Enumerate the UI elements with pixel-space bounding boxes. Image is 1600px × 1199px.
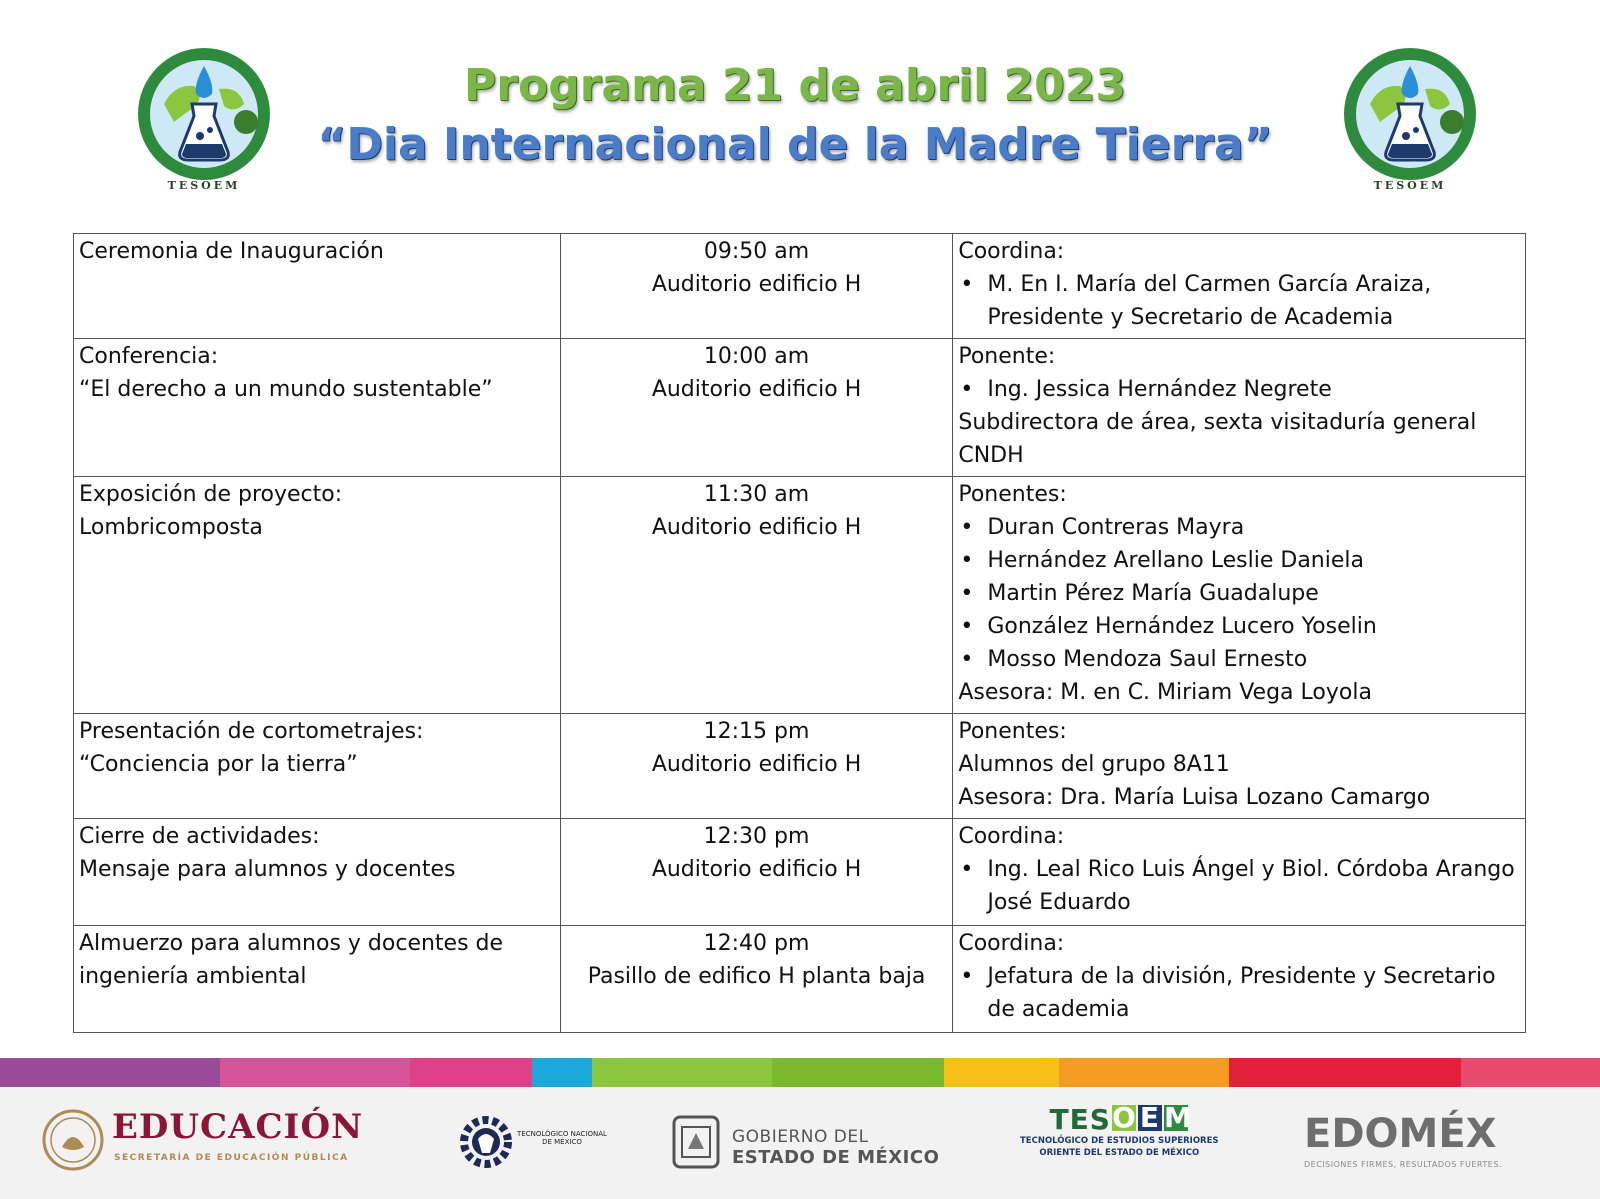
activity-cell [74, 477, 561, 714]
activity-cell [74, 819, 561, 926]
activity-line: Conferencia: [79, 344, 219, 369]
color-segment [1229, 1058, 1461, 1087]
place-value: Auditorio edificio H [651, 272, 862, 297]
activity-cell [74, 926, 561, 1033]
color-segment [1059, 1058, 1229, 1087]
person-bullet: • Ing. Leal Rico Luis Ángel y Biol. Córdoba Arango José Eduardo [958, 853, 1520, 919]
person-bullet: • Hernández Arellano Leslie Daniela [958, 544, 1520, 577]
table-row [74, 926, 1526, 1033]
tes-m-box: M [1163, 1101, 1193, 1134]
activity-line: Exposición de proyecto: [79, 482, 343, 507]
time-value: 10:00 am [703, 344, 810, 369]
footer-color-bar [0, 1058, 1600, 1087]
time-cell [560, 819, 953, 926]
place-value: Auditorio edificio H [651, 377, 862, 402]
tesoem-letters [1020, 1101, 1219, 1136]
activity-line: Mensaje para alumnos y docentes [79, 857, 456, 882]
page-title: Programa 21 de abril 2023 [464, 60, 1126, 111]
place-value: Auditorio edificio H [651, 752, 862, 777]
tecnm-gear-icon [460, 1109, 512, 1175]
time-cell [560, 714, 953, 819]
person-bullet: • Martin Pérez María Guadalupe [958, 577, 1520, 610]
person-bullet: • González Hernández Lucero Yoselin [958, 610, 1520, 643]
activity-line: Ceremonia de Inauguración [79, 239, 384, 264]
color-segment [410, 1058, 532, 1087]
tesoem-footer-logo [1020, 1101, 1219, 1159]
time-value: 12:30 pm [703, 824, 810, 849]
footer [0, 1087, 1600, 1199]
color-segment [1461, 1058, 1600, 1087]
color-segment [0, 1058, 220, 1087]
people-cell [953, 714, 1526, 819]
title-block [300, 58, 1290, 176]
edomex-logo-text: EDOMÉX [1304, 1111, 1497, 1157]
educacion-subtitle: SECRETARÍA DE EDUCACIÓN PÚBLICA [114, 1153, 349, 1163]
table-row [74, 234, 1526, 339]
place-value: Auditorio edificio H [651, 857, 862, 882]
program-table [73, 233, 1526, 1033]
table-row [74, 477, 1526, 714]
time-value: 09:50 am [703, 239, 810, 264]
time-cell [560, 234, 953, 339]
earth-flask-icon [1340, 44, 1480, 184]
activity-cell [74, 234, 561, 339]
activity-line: ingeniería ambiental [79, 964, 307, 989]
role-label: Ponentes: [958, 482, 1067, 507]
tesoem-logo-caption: TESOEM [1373, 179, 1447, 192]
extra-line: CNDH [958, 443, 1024, 468]
extra-line: Asesora: M. en C. Miriam Vega Loyola [958, 680, 1372, 705]
time-cell [560, 339, 953, 477]
extra-line: Asesora: Dra. María Luisa Lozano Camargo [958, 785, 1431, 810]
people-cell [953, 926, 1526, 1033]
activity-line: Lombricomposta [79, 515, 263, 540]
color-segment [772, 1058, 944, 1087]
person-bullet: • M. En I. María del Carmen García Araiza, Presidente y Secretario de Academia [958, 268, 1520, 334]
person-bullet: • Duran Contreras Mayra [958, 511, 1520, 544]
time-cell [560, 926, 953, 1033]
gobierno-line2: ESTADO DE MÉXICO [732, 1147, 940, 1168]
people-cell [953, 477, 1526, 714]
activity-line: “El derecho a un mundo sustentable” [79, 377, 493, 402]
table-row [74, 819, 1526, 926]
time-value: 12:15 pm [703, 719, 810, 744]
edomex-slogan: DECISIONES FIRMES, RESULTADOS FUERTES. [1304, 1160, 1502, 1169]
activity-line: Cierre de actividades: [79, 824, 320, 849]
tes-e-box: E [1139, 1101, 1161, 1134]
extra-line: Alumnos del grupo 8A11 [958, 752, 1230, 777]
tesoem-logo-right [1340, 44, 1480, 196]
activity-line: Almuerzo para alumnos y docentes de [79, 931, 504, 956]
role-label: Ponente: [958, 344, 1056, 369]
person-bullet: • Jefatura de la división, Presidente y Secretario de academia [958, 960, 1520, 1026]
extra-line: Subdirectora de área, sexta visitaduría general [958, 410, 1477, 435]
tes-o-box: O [1111, 1101, 1137, 1134]
person-bullet: • Mosso Mendoza Saul Ernesto [958, 643, 1520, 676]
earth-flask-icon [134, 44, 274, 184]
tesoem-logo-caption: TESOEM [167, 179, 241, 192]
person-bullet: • Ing. Jessica Hernández Negrete [958, 373, 1520, 406]
color-segment [944, 1058, 1059, 1087]
mexico-seal-icon [42, 1109, 104, 1171]
tecnm-logo-text: TECNOLÓGICO NACIONAL DE MÉXICO [517, 1130, 607, 1146]
time-value: 12:40 pm [703, 931, 810, 956]
table-row [74, 714, 1526, 819]
place-value: Pasillo de edifico H planta baja [587, 964, 926, 989]
people-cell [953, 234, 1526, 339]
activity-cell [74, 714, 561, 819]
activity-line: Presentación de cortometrajes: [79, 719, 424, 744]
role-label: Coordina: [958, 239, 1065, 264]
tes-prefix: TES [1049, 1103, 1111, 1136]
color-segment [532, 1058, 592, 1087]
people-cell [953, 819, 1526, 926]
tesoem-subtitle-1: TECNOLÓGICO DE ESTUDIOS SUPERIORES [1020, 1136, 1219, 1146]
color-segment [220, 1058, 410, 1087]
gobierno-line1: GOBIERNO DEL [732, 1127, 869, 1147]
page-subtitle: “Dia Internacional de la Madre Tierra” [317, 119, 1273, 170]
role-label: Coordina: [958, 824, 1065, 849]
color-segment [592, 1058, 772, 1087]
time-value: 11:30 am [703, 482, 810, 507]
time-cell [560, 477, 953, 714]
educacion-logo-text: EDUCACIÓN [112, 1107, 364, 1147]
activity-cell [74, 339, 561, 477]
role-label: Ponentes: [958, 719, 1067, 744]
tesoem-logo-left [134, 44, 274, 196]
activity-line: “Conciencia por la tierra” [79, 752, 358, 777]
table-row [74, 339, 1526, 477]
place-value: Auditorio edificio H [651, 515, 862, 540]
role-label: Coordina: [958, 931, 1065, 956]
people-cell [953, 339, 1526, 477]
tesoem-subtitle-2: ORIENTE DEL ESTADO DE MÉXICO [1039, 1148, 1200, 1158]
edomex-shield-icon [668, 1109, 724, 1175]
